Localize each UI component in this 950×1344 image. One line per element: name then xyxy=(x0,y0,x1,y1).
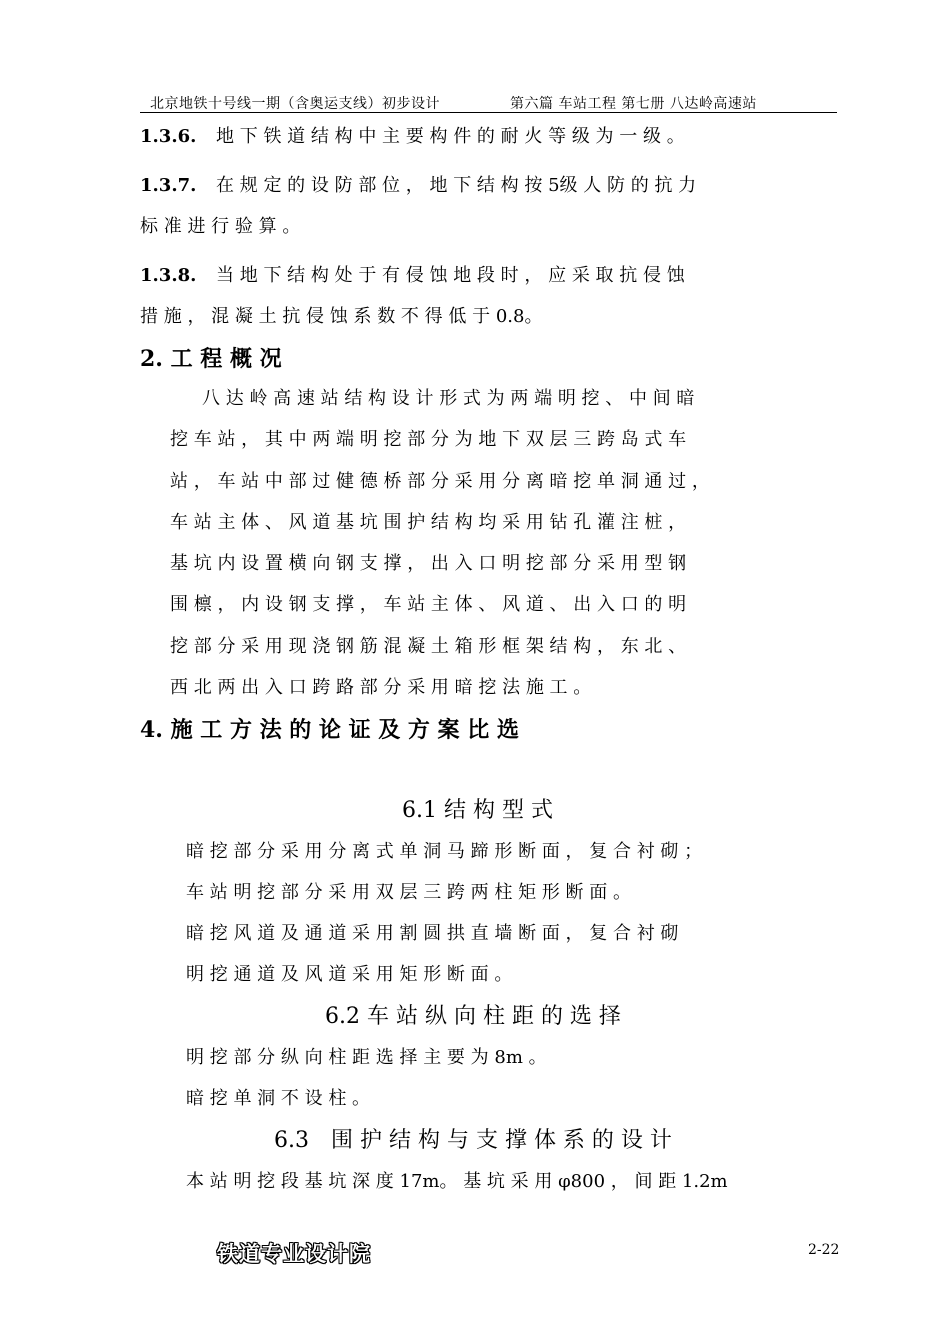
section-6-3-heading: 6.3 围 护 结 构 与 支 撑 体 系 的 设 计 xyxy=(274,1128,672,1153)
clause-number: 1.3.7. xyxy=(140,175,197,196)
section-2-heading: 2. 工 程 概 况 xyxy=(140,346,282,372)
section-6-2-line: 明 挖 部 分 纵 向 柱 距 选 择 主 要 为 8m 。 xyxy=(186,1047,547,1068)
section-6-2-line: 暗 挖 单 洞 不 设 柱 。 xyxy=(186,1088,371,1109)
clause-text: 地 下 铁 道 结 构 中 主 要 构 件 的 耐 火 等 级 为 一 级 。 xyxy=(216,126,685,147)
section-6-1-heading: 6.1 结 构 型 式 xyxy=(402,798,553,823)
header-document-title: 北京地铁十号线一期（含奥运支线）初步设计 xyxy=(150,96,440,112)
section-6-1-line: 暗 挖 风 道 及 通 道 采 用 割 圆 拱 直 墙 断 面 ， 复 合 衬 砌 xyxy=(186,923,679,944)
clause-text: 当 地 下 结 构 处 于 有 侵 蚀 地 段 时 ， 应 采 取 抗 侵 蚀 xyxy=(216,265,685,286)
clause-1-3-6 xyxy=(140,125,685,149)
section-2-line: 车 站 主 体 、 风 道 基 坑 围 护 结 构 均 采 用 钻 孔 灌 注 桩 ， xyxy=(170,512,687,533)
clause-text: 在 规 定 的 设 防 部 位 ， 地 下 结 构 按 5级 人 防 的 抗 力 xyxy=(216,175,697,196)
clause-number: 1.3.6. xyxy=(140,126,197,147)
section-6-1-line: 明 挖 通 道 及 风 道 采 用 矩 形 断 面 。 xyxy=(186,964,513,985)
section-2-line: 八 达 岭 高 速 站 结 构 设 计 形 式 为 两 端 明 挖 、 中 间 暗 xyxy=(202,388,695,409)
section-6-1-line: 暗 挖 部 分 采 用 分 离 式 单 洞 马 蹄 形 断 面 ， 复 合 衬 砌 ； xyxy=(186,841,703,862)
header-divider xyxy=(140,112,837,113)
section-2-line: 挖 车 站 ， 其 中 两 端 明 挖 部 分 为 地 下 双 层 三 跨 岛 式 车 xyxy=(170,429,687,450)
clause-1-3-7 xyxy=(140,174,696,198)
clause-1-3-8-continuation: 措 施 ， 混 凝 土 抗 侵 蚀 系 数 不 得 低 于 0.8。 xyxy=(140,306,543,327)
section-2-line: 站 ， 车 站 中 部 过 健 德 桥 部 分 采 用 分 离 暗 挖 单 洞 通 过 ， xyxy=(170,471,710,492)
page-number: 2-22 xyxy=(808,1242,840,1258)
institute-stamp: 铁道专业设计院 xyxy=(217,1241,371,1266)
section-2-line: 围 檩 ， 内 设 钢 支 撑 ， 车 站 主 体 、 风 道 、 出 入 口 的 明 xyxy=(170,594,687,615)
section-2-line: 挖 部 分 采 用 现 浇 钢 筋 混 凝 土 箱 形 框 架 结 构 ， 东 北 、 xyxy=(170,636,687,657)
section-2-line: 基 坑 内 设 置 横 向 钢 支 撑 ， 出 入 口 明 挖 部 分 采 用 型 钢 xyxy=(170,553,687,574)
section-6-1-line: 车 站 明 挖 部 分 采 用 双 层 三 跨 两 柱 矩 形 断 面 。 xyxy=(186,882,631,903)
section-4-heading: 4. 施 工 方 法 的 论 证 及 方 案 比 选 xyxy=(140,717,519,743)
section-2-line: 西 北 两 出 入 口 跨 路 部 分 采 用 暗 挖 法 施 工 。 xyxy=(170,677,592,698)
clause-1-3-8 xyxy=(140,264,685,288)
section-6-3-line: 本 站 明 挖 段 基 坑 深 度 17m。 基 坑 采 用 φ800 ， 间 距 1.2m xyxy=(186,1171,728,1192)
section-6-2-heading: 6.2 车 站 纵 向 柱 距 的 选 择 xyxy=(325,1004,621,1029)
header-volume-title: 第六篇 车站工程 第七册 八达岭高速站 xyxy=(510,96,757,112)
clause-number: 1.3.8. xyxy=(140,265,197,286)
clause-1-3-7-continuation: 标 准 进 行 验 算 。 xyxy=(140,216,301,237)
